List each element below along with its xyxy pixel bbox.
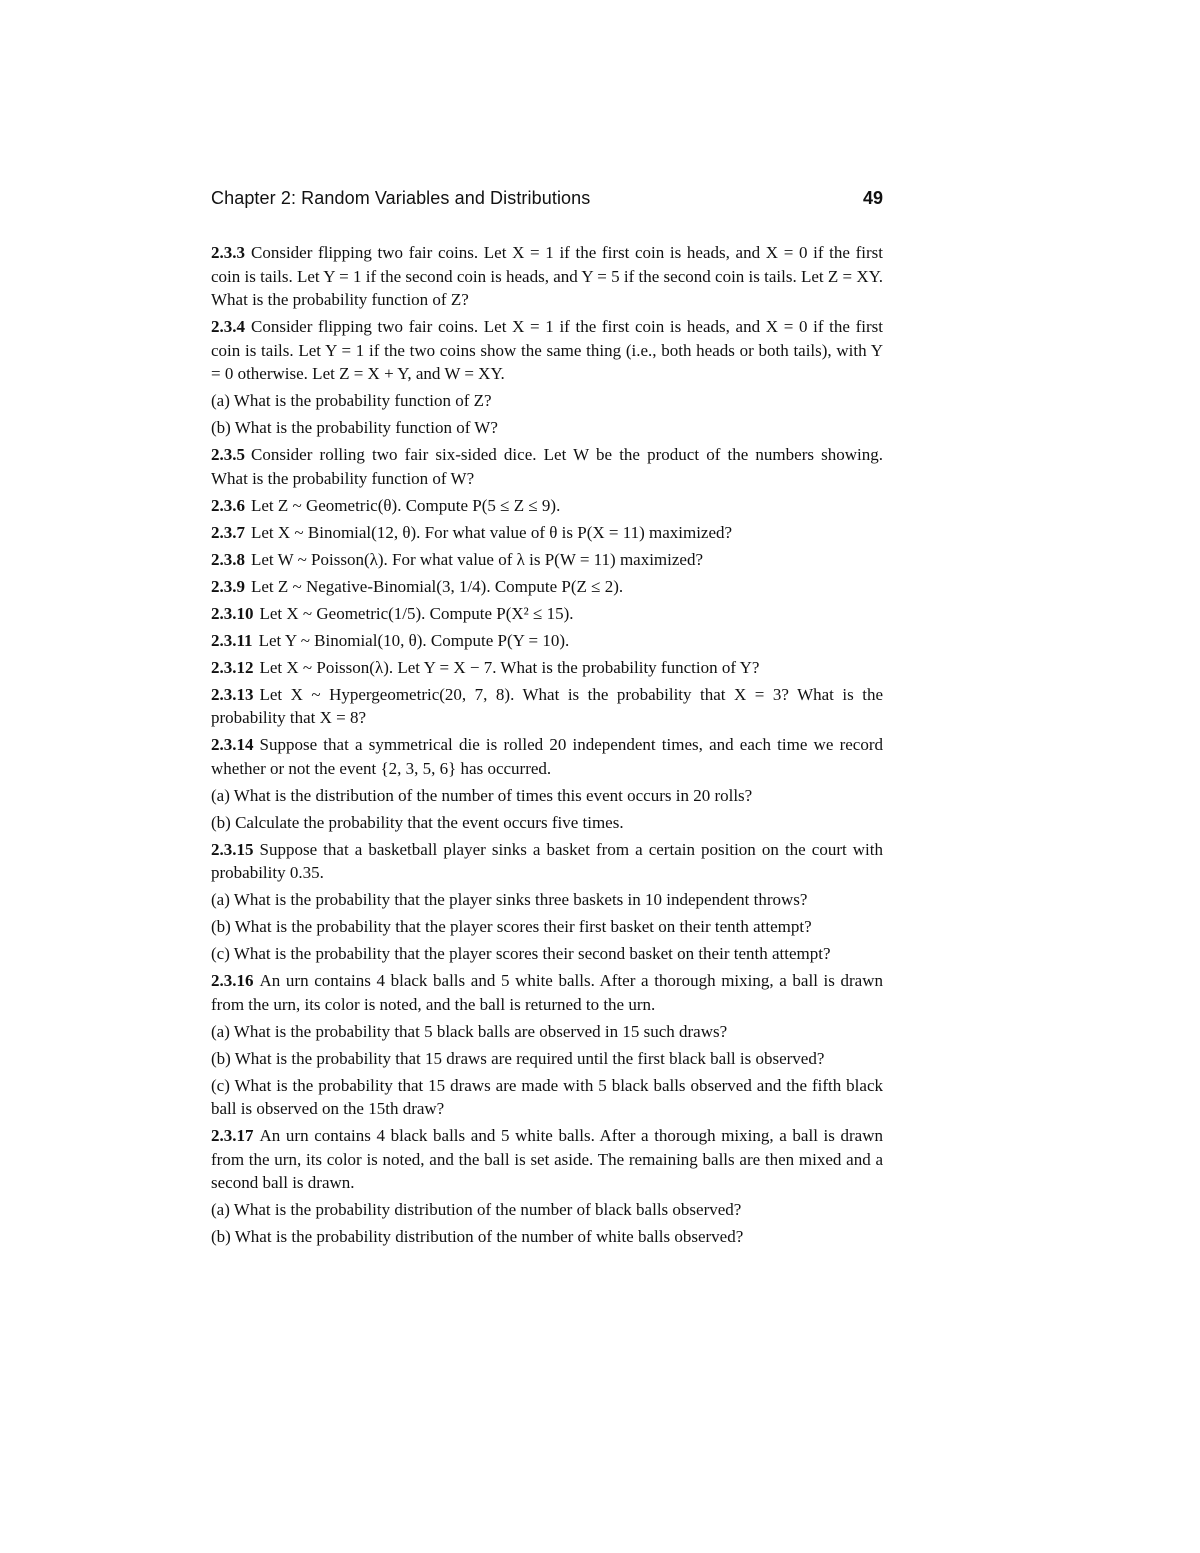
- page-header: [211, 188, 883, 218]
- exercise-text: An urn contains 4 black balls and 5 white balls. After a thorough mixing, a ball is drawn from the urn, its color is noted, and the ball is returned to the urn.: [211, 971, 883, 1014]
- exercise-text: Consider flipping two fair coins. Let X = 1 if the first coin is heads, and X = 0 if the first coin is tails. Let Y = 1 if the second coin is heads, and Y = 5 if the second coin is tails. Let Z = XY. What is the probability function of Z?: [211, 243, 883, 309]
- exercise-part: (a) What is the probability distribution of the number of black balls observed?: [211, 1200, 742, 1219]
- exercise-text: Suppose that a symmetrical die is rolled 20 independent times, and each time we record whether or not the event {2, 3, 5, 6} has occurred.: [211, 735, 883, 778]
- exercise-item: [211, 969, 883, 1016]
- exercise-part: (a) What is the distribution of the number of times this event occurs in 20 rolls?: [211, 785, 753, 805]
- exercise-item: [211, 494, 883, 518]
- exercise-item: [211, 521, 883, 545]
- exercise-number: 2.3.13: [211, 684, 254, 704]
- exercise-number: 2.3.6: [211, 495, 245, 515]
- exercise-item: [211, 443, 883, 490]
- problem-list: [211, 241, 883, 1252]
- exercise-text: Let Z ~ Negative-Binomial(3, 1/4). Compute P(Z ≤ 2).: [251, 576, 624, 596]
- exercise-part: (a) What is the probability that 5 black balls are observed in 15 such draws?: [211, 1021, 728, 1041]
- exercise-text: Let Y ~ Binomial(10, θ). Compute P(Y = 10).: [258, 630, 570, 650]
- exercise-item: [211, 575, 883, 599]
- exercise-number: 2.3.17: [211, 1126, 254, 1145]
- exercise-number: 2.3.9: [211, 576, 245, 596]
- exercise-number: 2.3.10: [211, 603, 254, 623]
- exercise-number: 2.3.4: [211, 317, 245, 336]
- exercise-number: 2.3.12: [211, 657, 254, 677]
- exercise-text: Suppose that a basketball player sinks a basket from a certain position on the court with probability 0.35.: [211, 839, 883, 882]
- exercise-item: [211, 629, 883, 653]
- exercise-part: (b) What is the probability function of W?: [211, 418, 498, 437]
- exercise-number: 2.3.7: [211, 522, 245, 542]
- exercise-text: Consider flipping two fair coins. Let X = 1 if the first coin is heads, and X = 0 if the first coin is tails. Let Y = 1 if the two coins show the same thing (i.e., both heads or both tails), with Y = 0 otherwise. Let Z = X + Y, and W = XY.: [211, 317, 883, 383]
- exercise-text: An urn contains 4 black balls and 5 white balls. After a thorough mixing, a ball is drawn from the urn, its color is noted, and the ball is set aside. The remaining balls are then mixed and a second ball is drawn.: [211, 1126, 883, 1192]
- exercise-item: [211, 241, 883, 312]
- exercise-part: (a) What is the probability that the player sinks three baskets in 10 independent throws?: [211, 890, 808, 909]
- exercise-number: 2.3.3: [211, 243, 245, 262]
- exercise-text: Consider rolling two fair six-sided dice. Let W be the product of the numbers showing. What is the probability function of W?: [211, 445, 883, 488]
- exercise-part: (b) What is the probability distribution of the number of white balls observed?: [211, 1227, 744, 1246]
- exercise-number: 2.3.5: [211, 445, 245, 464]
- exercise-item: [211, 548, 883, 572]
- exercise-item: [211, 602, 883, 626]
- exercise-number: 2.3.14: [211, 735, 254, 754]
- exercise-item: [211, 683, 883, 730]
- exercise-part: (b) What is the probability that 15 draws are required until the first black ball is observed?: [211, 1048, 825, 1068]
- exercise-item: [211, 315, 883, 386]
- exercise-item: [211, 1124, 883, 1195]
- exercise-text: Let X ~ Poisson(λ). Let Y = X − 7. What is the probability function of Y?: [259, 657, 760, 677]
- exercise-number: 2.3.15: [211, 839, 254, 859]
- exercise-part: (b) What is the probability that the player scores their first basket on their tenth attempt?: [211, 917, 812, 936]
- exercise-part: (b) Calculate the probability that the event occurs five times.: [211, 812, 624, 832]
- exercise-number: 2.3.11: [211, 630, 253, 650]
- exercise-part: (a) What is the probability function of Z?: [211, 391, 492, 410]
- exercise-item: [211, 838, 883, 885]
- exercise-number: 2.3.16: [211, 971, 254, 990]
- exercise-part: (c) What is the probability that 15 draws are made with 5 black balls observed and the fifth black ball is observed on the 15th draw?: [211, 1075, 883, 1118]
- exercise-item: [211, 733, 883, 780]
- exercise-number: 2.3.8: [211, 549, 245, 569]
- exercise-text: Let W ~ Poisson(λ). For what value of λ is P(W = 11) maximized?: [251, 549, 704, 569]
- exercise-text: Let Z ~ Geometric(θ). Compute P(5 ≤ Z ≤ 9).: [251, 495, 561, 515]
- exercise-text: Let X ~ Binomial(12, θ). For what value of θ is P(X = 11) maximized?: [251, 522, 733, 542]
- page-number: 49: [862, 188, 883, 208]
- running-title: Chapter 2: Random Variables and Distributions: [211, 188, 591, 208]
- exercise-text: Let X ~ Geometric(1/5). Compute P(X² ≤ 15).: [259, 603, 574, 623]
- exercise-text: Let X ~ Hypergeometric(20, 7, 8). What is the probability that X = 3? What is the probability that X = 8?: [211, 684, 883, 727]
- exercise-part: (c) What is the probability that the player scores their second basket on their tenth attempt?: [211, 944, 831, 963]
- exercise-item: [211, 656, 883, 680]
